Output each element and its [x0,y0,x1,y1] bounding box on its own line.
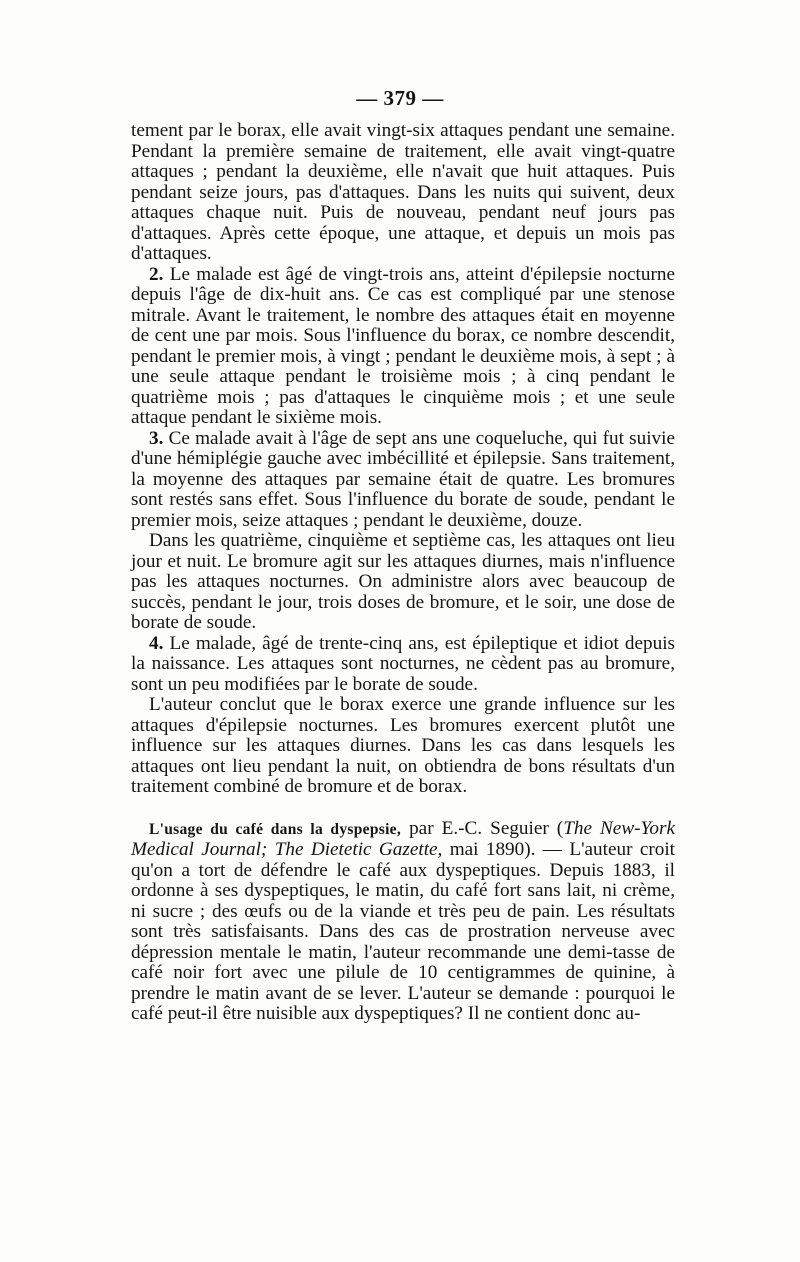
case-text: Le malade est âgé de vingt-trois ans, atteint d'épilepsie nocturne depuis l'âge de dix-huit ans. Ce cas est compliqué par une stenose mitrale. Avant le traitement, le nombre des attaques était en moyenne de cent une par mois. Sous l'influence du borax, ce nombre descendit, pendant le premier mois, à vingt ; pendant le deuxième mois, à sept ; à une seule attaque pendant le troisième mois ; à cinq pendant le quatrième mois ; pas d'attaques le cinquième mois ; et une seule attaque pendant le sixième mois. [131,263,675,428]
article-cafe-dyspepsie [131,819,675,1025]
paragraph-case-3 [131,429,675,532]
case-number: 2. [149,263,164,285]
journal-name-2: The Dietetic Gazette, [274,839,443,860]
body-text [131,121,675,1025]
case-text: Ce malade avait à l'âge de sept ans une coqueluche, qui fut suivie d'une hémiplégie gauche avec imbécillité et épilepsie. Sans traitement, la moyenne des attaques par semaine était de quatre. Les bromures sont restés sans effet. Sous l'influence du borate de soude, pendant le premier mois, seize attaques ; pendant le deuxième, douze. [131,427,675,531]
page-number: — 379 — [356,86,444,110]
paragraph-cases-4-5-7: Dans les quatrième, cinquième et septième cas, les attaques ont lieu jour et nuit. Le bromure agit sur les attaques diurnes, mais n'influence pas les attaques nocturnes. On administre alors avec beaucoup de succès, pendant le jour, trois doses de bromure, et le soir, une dose de borate de soude. [131,530,675,633]
case-text: Le malade, âgé de trente-cinq ans, est épileptique et idiot depuis la naissance. Les attaques sont nocturnes, ne cèdent pas au bromure, sont un peu modifiées par le borate de soude. [131,632,675,695]
paragraph-case-4 [131,634,675,696]
journal-name: The New-York Medical Journal; [131,817,675,860]
article-author: par E.-C. Seguier ( [401,817,564,839]
case-number: 4. [149,632,164,654]
article-date: mai 1890). [442,839,536,860]
paragraph-continuation: tement par le borax, elle avait vingt-six attaques pendant une semaine. Pendant la première semaine de traitement, elle avait vingt-quatre attaques ; pendant la deuxième, elle n'avait que huit attaques. Puis pendant seize jours, pas d'attaques. Dans les nuits qui suivent, deux attaques chaque nuit. Puis de nouveau, pendant neuf jours pas d'attaques. Après cette époque, une attaque, et depuis un mois pas d'attaques. [131,120,675,264]
case-number: 3. [149,427,164,449]
article-body: — L'auteur croit qu'on a tort de défendre le café aux dyspeptiques. Depuis 1883, il ordonne à ses dyspeptiques, le matin, du café fort sans lait, ni crème, ni sucre ; des œufs ou de la viande et très peu de pain. Les résultats sont très satisfaisants. Dans des cas de prostration nerveuse avec dépression mentale le matin, l'auteur recommande une demi-tasse de café noir fort avec une pilule de 10 centigrammes de quinine, à prendre le matin avant de se lever. L'auteur se demande : pourquoi le café peut-il être nuisible aux dyspeptiques? Il ne contient donc au- [131,839,675,1024]
article-title: L'usage du café dans la dyspepsie, [149,820,402,838]
paragraph-conclusion: L'auteur conclut que le borax exerce une grande influence sur les attaques d'épilepsie nocturnes. Les bromures exercent plutôt une influence sur les attaques diurnes. Dans les cas dans lesquels les attaques ont lieu pendant la nuit, on obtiendra de bons résultats d'un traitement combiné de bromure et de borax. [131,694,675,797]
paragraph-case-2 [131,265,675,429]
